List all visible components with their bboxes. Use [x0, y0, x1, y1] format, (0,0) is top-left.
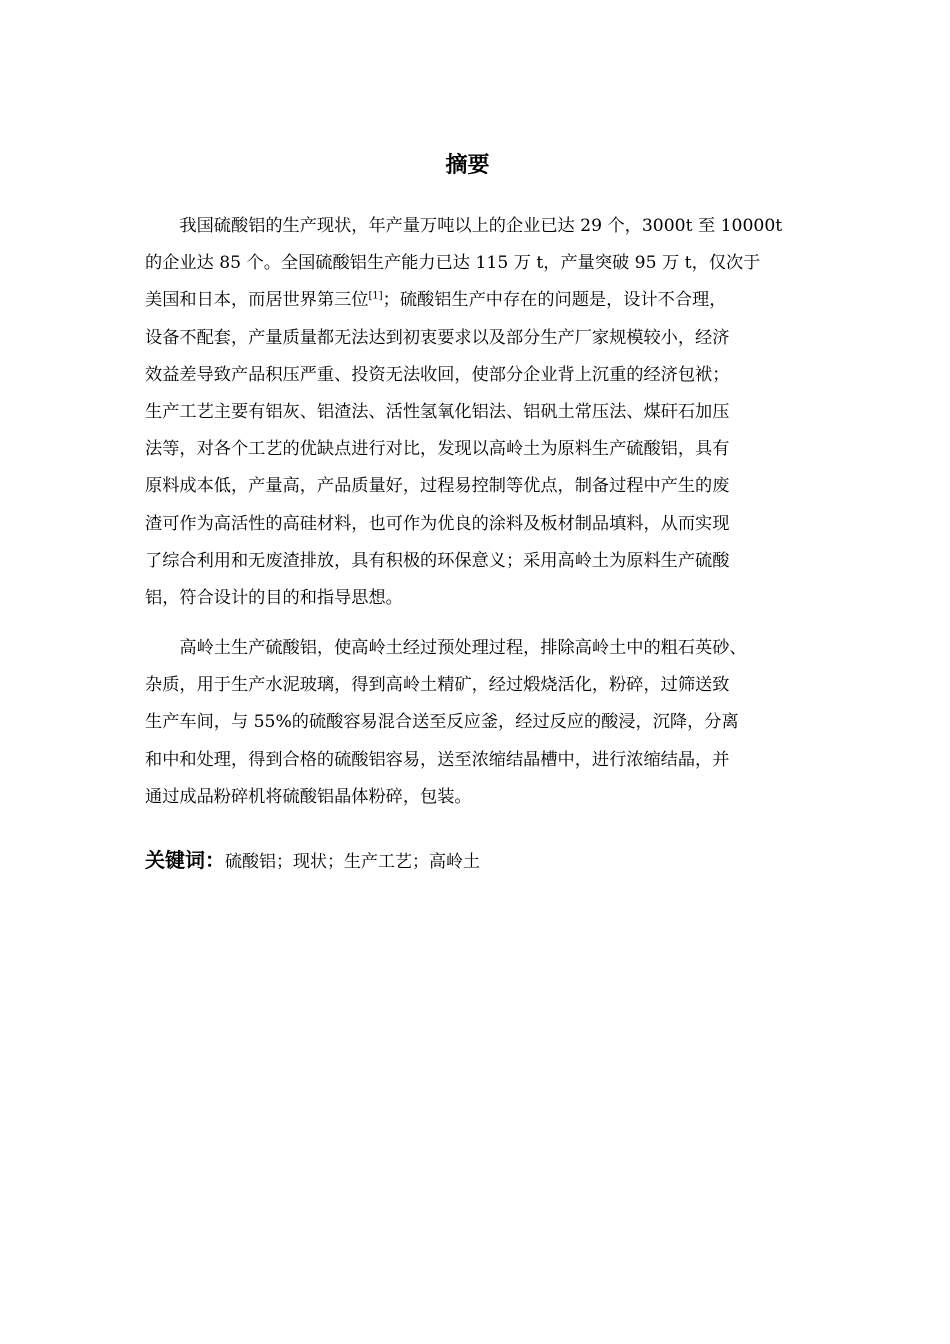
paragraph-line: 法等，对各个工艺的优缺点进行对比，发现以高岭土为原料生产硫酸铝，具有 — [145, 439, 730, 460]
paragraph-line: 生产车间，与 55%的硫酸容易混合送至反应釜，经过反应的酸浸，沉降，分离 — [145, 712, 739, 733]
paragraph-line: 设备不配套，产量质量都无法达到初衷要求以及部分生产厂家规模较小，经济 — [145, 327, 730, 348]
paragraph-line-text: ；硫酸铝生产中存在的问题是，设计不合理， — [382, 290, 727, 311]
paragraph-line: 杂质，用于生产水泥玻璃，得到高岭土精矿，经过煅烧活化，粉碎，过筛送致 — [145, 675, 730, 696]
paragraph-line: 原料成本低，产量高，产品质量好，过程易控制等优点，制备过程中产生的废 — [145, 476, 730, 497]
paragraph-line — [145, 282, 805, 319]
paragraph-line: 通过成品粉碎机将硫酸铝晶体粉碎，包装。 — [145, 786, 472, 807]
paragraph-line-text: 美国和日本，而居世界第三位 — [145, 290, 369, 311]
paragraph-line: 我国硫酸铝的生产现状，年产量万吨以上的企业已达 29 个，3000t 至 10000t — [145, 216, 783, 236]
keywords-label: 关键词： — [145, 848, 225, 872]
paragraph-line: 生产工艺主要有铝灰、铝渣法、活性氢氧化铝法、铝矾土常压法、煤矸石加压 — [145, 401, 730, 422]
abstract-paragraph-1 — [145, 208, 805, 617]
paragraph-line: 的企业达 85 个。全国硫酸铝生产能力已达 115 万 t，产量突破 95 万 t，仅次于 — [145, 253, 761, 274]
paragraph-line: 铝，符合设计的目的和指导思想。 — [145, 587, 403, 608]
paragraph-line: 效益差导致产品积压严重、投资无法收回，使部分企业背上沉重的经济包袱； — [145, 364, 730, 385]
paragraph-line: 了综合利用和无废渣排放，具有积极的环保意义；采用高岭土为原料生产硫酸 — [145, 550, 730, 571]
paragraph-line: 高岭土生产硫酸铝，使高岭土经过预处理过程，排除高岭土中的粗石英砂、 — [145, 638, 747, 658]
paragraph-line: 和中和处理，得到合格的硫酸铝容易，送至浓缩结晶槽中，进行浓缩结晶，并 — [145, 749, 730, 770]
keywords-section — [145, 844, 480, 873]
paragraph-line: 渣可作为高活性的高硅材料，也可作为优良的涂料及板材制品填料，从而实现 — [145, 513, 730, 534]
citation-reference[interactable]: [1] — [368, 290, 383, 302]
keywords-values: 硫酸铝；现状；生产工艺；高岭土 — [225, 852, 480, 872]
abstract-title: 摘要 — [445, 153, 490, 178]
abstract-paragraph-2 — [145, 630, 805, 816]
